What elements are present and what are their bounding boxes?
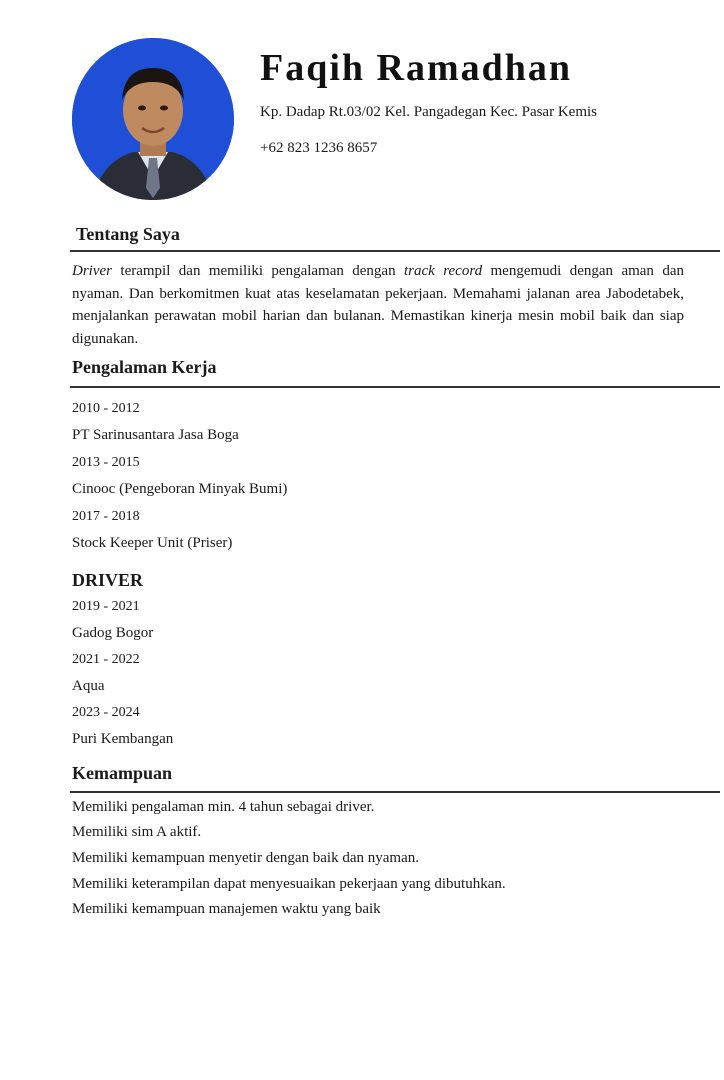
about-text	[72, 260, 684, 350]
portrait-illustration	[72, 38, 234, 200]
about-italic-track-record: track record	[404, 263, 483, 279]
address: Kp. Dadap Rt.03/02 Kel. Pangadegan Kec. Pasar Kemis	[260, 104, 598, 120]
experience-company: Cinooc (Pengeboran Minyak Bumi)	[72, 481, 288, 497]
phone-number: +62 823 1236 8657	[260, 140, 378, 156]
experience-company: PT Sarinusantara Jasa Boga	[72, 427, 239, 443]
divider	[70, 386, 720, 388]
about-italic-driver: Driver	[72, 263, 112, 279]
experience-period: 2013 - 2015	[72, 455, 140, 470]
section-title-experience: Pengalaman Kerja	[72, 357, 217, 377]
driver-period: 2023 - 2024	[72, 705, 140, 720]
driver-company: Puri Kembangan	[72, 731, 174, 747]
driver-company: Gadog Bogor	[72, 625, 154, 641]
section-title-driver: DRIVER	[72, 570, 144, 590]
skill-item: Memiliki pengalaman min. 4 tahun sebagai driver.	[72, 799, 375, 815]
experience-company: Stock Keeper Unit (Priser)	[72, 535, 233, 551]
about-text-part: terampil dan memiliki pengalaman dengan	[112, 263, 404, 279]
driver-period: 2021 - 2022	[72, 652, 140, 667]
experience-period: 2017 - 2018	[72, 509, 140, 524]
profile-photo	[72, 38, 234, 200]
section-title-skills: Kemampuan	[72, 763, 173, 783]
divider	[70, 791, 720, 793]
driver-company: Aqua	[72, 678, 105, 694]
skill-item: Memiliki kemampuan menyetir dengan baik dan nyaman.	[72, 850, 419, 866]
about-text-part: mengemudi dengan aman dan nyaman. Dan berkomitmen kuat atas keselamatan pekerjaan. Memahami jalanan area Jabodetabek, menjalankan perawatan mobil harian dan bulanan. Memastikan kinerja mesin mobil baik dan siap digunakan.	[72, 263, 684, 347]
driver-period: 2019 - 2021	[72, 599, 140, 614]
skill-item: Memiliki kemampuan manajemen waktu yang baik	[72, 901, 381, 917]
divider	[70, 250, 720, 252]
full-name: Faqih Ramadhan	[260, 47, 573, 89]
experience-period: 2010 - 2012	[72, 401, 140, 416]
section-title-about: Tentang Saya	[76, 224, 180, 244]
skill-item: Memiliki sim A aktif.	[72, 824, 202, 840]
skill-item: Memiliki keterampilan dapat menyesuaikan pekerjaan yang dibutuhkan.	[72, 876, 506, 892]
